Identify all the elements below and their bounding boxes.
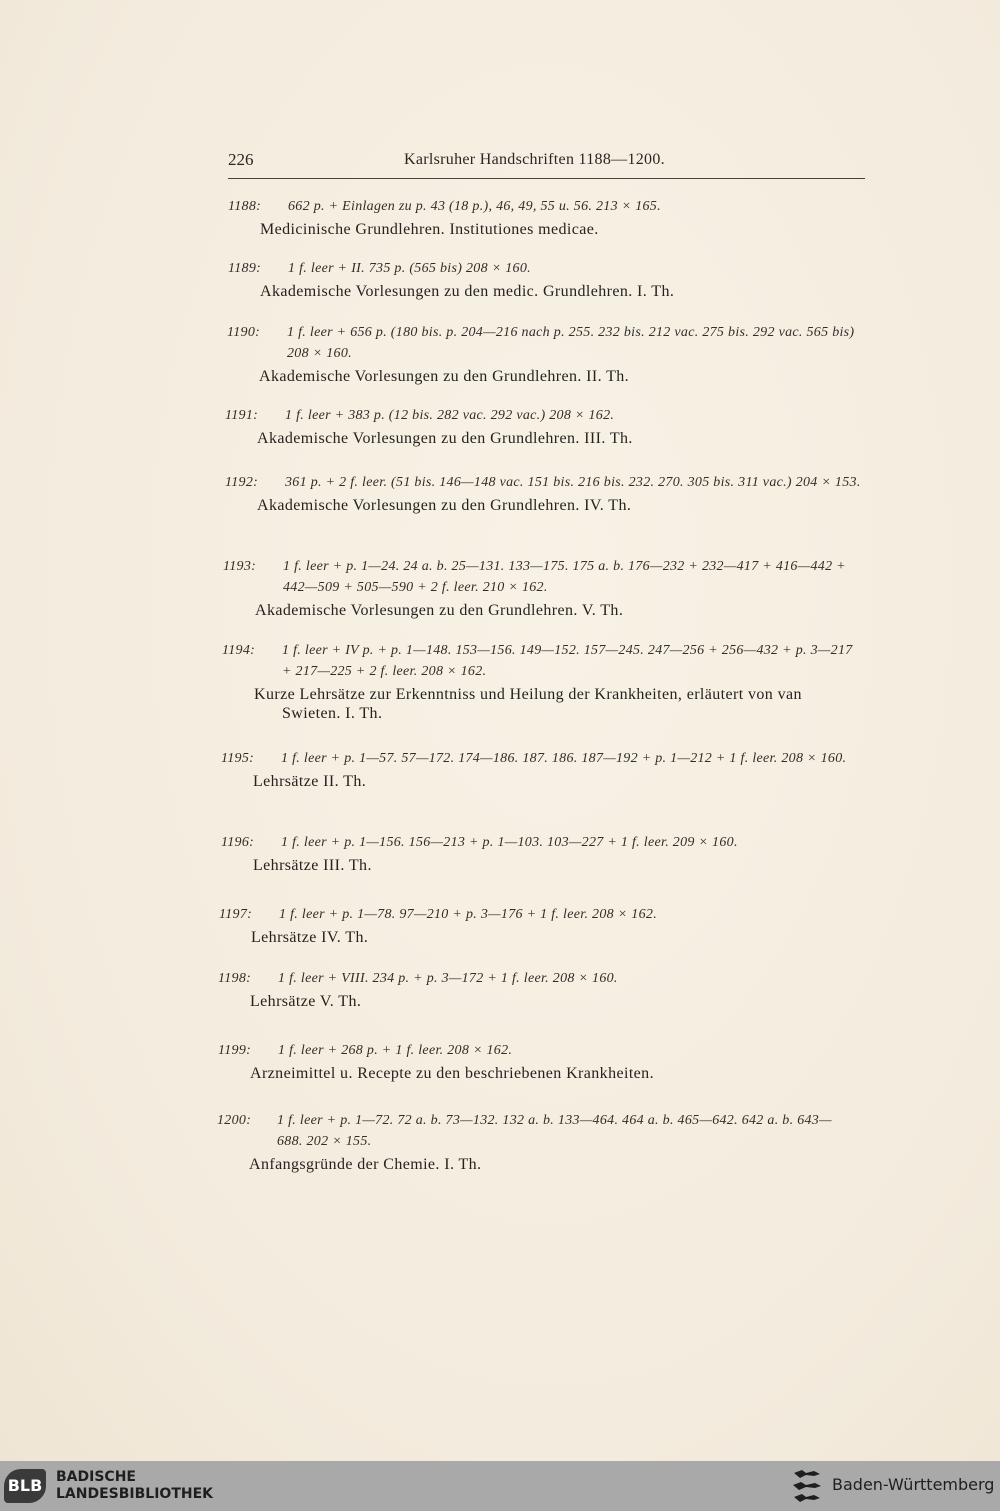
catalog-entry-1197 bbox=[219, 904, 859, 947]
catalog-entry-1189 bbox=[228, 258, 868, 301]
running-title: Karlsruher Handschriften 1188—1200. bbox=[404, 151, 665, 168]
library-name[interactable]: BADISCHE LANDESBIBLIOTHEK bbox=[56, 1469, 214, 1502]
entry-title: Arzneimittel u. Recepte zu den beschriebenen Krankheiten. bbox=[250, 1065, 654, 1082]
entry-title: Medicinische Grundlehren. Institutiones medicae. bbox=[260, 221, 599, 238]
entry-number: 1195: bbox=[221, 751, 255, 766]
entry-physical-description: 1188: 662 p. + Einlagen zu p. 43 (18 p.), 46, 49, 55 u. 56. 213 × 165. bbox=[228, 196, 868, 217]
entry-title: Akademische Vorlesungen zu den medic. Grundlehren. I. Th. bbox=[260, 283, 675, 300]
baden-wuerttemberg-lions-icon[interactable] bbox=[790, 1467, 824, 1505]
entry-title: Lehrsätze V. Th. bbox=[250, 993, 362, 1010]
page-header bbox=[228, 150, 865, 179]
entry-number: 1194: bbox=[222, 643, 256, 658]
entry-number: 1192: bbox=[225, 475, 259, 490]
entry-physical-description: 1190: 1 f. leer + 656 p. (180 bis. p. 204—216 nach p. 255. 232 bis. 212 vac. 275 bis. 292 vac. 565 bis) 208 × 160. bbox=[227, 322, 867, 364]
entry-physical-description: 1200: 1 f. leer + p. 1—72. 72 a. b. 73—132. 132 a. b. 133—464. 464 a. b. 465—642. 642 a. b. 643—688. 202 × 155. bbox=[217, 1110, 857, 1152]
catalog-entry-1191 bbox=[225, 405, 865, 448]
entry-physical-description: 1192: 361 p. + 2 f. leer. (51 bis. 146—148 vac. 151 bis. 216 bis. 232. 270. 305 bis. 311 vac.) 204 × 153. bbox=[225, 472, 865, 493]
entry-number: 1196: bbox=[221, 835, 255, 850]
catalog-entry-1194 bbox=[222, 640, 862, 723]
entry-physical-description: 1199: 1 f. leer + 268 p. + 1 f. leer. 208 × 162. bbox=[218, 1040, 858, 1061]
page-number: 226 bbox=[228, 150, 254, 169]
entry-physical-description: 1198: 1 f. leer + VIII. 234 p. + p. 3—172 + 1 f. leer. 208 × 160. bbox=[218, 968, 858, 989]
catalog-entry-1193 bbox=[223, 556, 863, 620]
entry-title: Lehrsätze IV. Th. bbox=[251, 929, 369, 946]
entry-physical-description: 1196: 1 f. leer + p. 1—156. 156—213 + p. 1—103. 103—227 + 1 f. leer. 209 × 160. bbox=[221, 832, 861, 853]
entry-number: 1193: bbox=[223, 559, 257, 574]
entry-physical-description: 1195: 1 f. leer + p. 1—57. 57—172. 174—186. 187. 186. 187—192 + p. 1—212 + 1 f. leer. 208 × 160. bbox=[221, 748, 861, 769]
entry-title: Akademische Vorlesungen zu den Grundlehren. II. Th. bbox=[259, 368, 630, 385]
entry-physical-description: 1194: 1 f. leer + IV p. + p. 1—148. 153—156. 149—152. 157—245. 247—256 + 256—432 + p. 3—217 + 217—225 + 2 f. leer. 208 × 162. bbox=[222, 640, 862, 682]
catalog-entry-1200 bbox=[217, 1110, 857, 1174]
entry-number: 1191: bbox=[225, 408, 259, 423]
entry-title: Kurze Lehrsätze zur Erkenntniss und Heilung der Krankheiten, erläutert von van Swieten. I. Th. bbox=[254, 686, 802, 722]
entry-title: Akademische Vorlesungen zu den Grundlehren. V. Th. bbox=[255, 602, 624, 619]
entry-number: 1190: bbox=[227, 325, 261, 340]
catalog-entry-1190 bbox=[227, 322, 867, 386]
entry-title: Lehrsätze II. Th. bbox=[253, 773, 367, 790]
entry-number: 1200: bbox=[217, 1113, 252, 1128]
catalog-entry-1196 bbox=[221, 832, 861, 875]
catalog-entry-1199 bbox=[218, 1040, 858, 1083]
state-name[interactable]: Baden-Württemberg bbox=[832, 1475, 995, 1494]
catalog-entry-1198 bbox=[218, 968, 858, 1011]
entry-number: 1197: bbox=[219, 907, 253, 922]
catalog-entry-1188 bbox=[228, 196, 868, 239]
catalog-entry-1195 bbox=[221, 748, 861, 791]
catalog-entry-1192 bbox=[225, 472, 865, 515]
entry-physical-description: 1197: 1 f. leer + p. 1—78. 97—210 + p. 3—176 + 1 f. leer. 208 × 162. bbox=[219, 904, 859, 925]
entry-number: 1189: bbox=[228, 261, 262, 276]
blb-logo-icon[interactable]: BLB bbox=[4, 1469, 46, 1503]
entry-number: 1198: bbox=[218, 971, 252, 986]
entry-title: Akademische Vorlesungen zu den Grundlehren. IV. Th. bbox=[257, 497, 632, 514]
entry-physical-description: 1191: 1 f. leer + 383 p. (12 bis. 282 vac. 292 vac.) 208 × 162. bbox=[225, 405, 865, 426]
entry-title: Akademische Vorlesungen zu den Grundlehren. III. Th. bbox=[257, 430, 633, 447]
entry-number: 1199: bbox=[218, 1043, 252, 1058]
entry-number: 1188: bbox=[228, 199, 262, 214]
entry-physical-description: 1193: 1 f. leer + p. 1—24. 24 a. b. 25—131. 133—175. 175 a. b. 176—232 + 232—417 + 416—442 + 442—509 + 505—590 + 2 f. leer. 210 × 162. bbox=[223, 556, 863, 598]
library-footer-bar bbox=[0, 1461, 1000, 1511]
entry-physical-description: 1189: 1 f. leer + II. 735 p. (565 bis) 208 × 160. bbox=[228, 258, 868, 279]
entry-title: Anfangsgründe der Chemie. I. Th. bbox=[249, 1156, 482, 1173]
entry-title: Lehrsätze III. Th. bbox=[253, 857, 372, 874]
